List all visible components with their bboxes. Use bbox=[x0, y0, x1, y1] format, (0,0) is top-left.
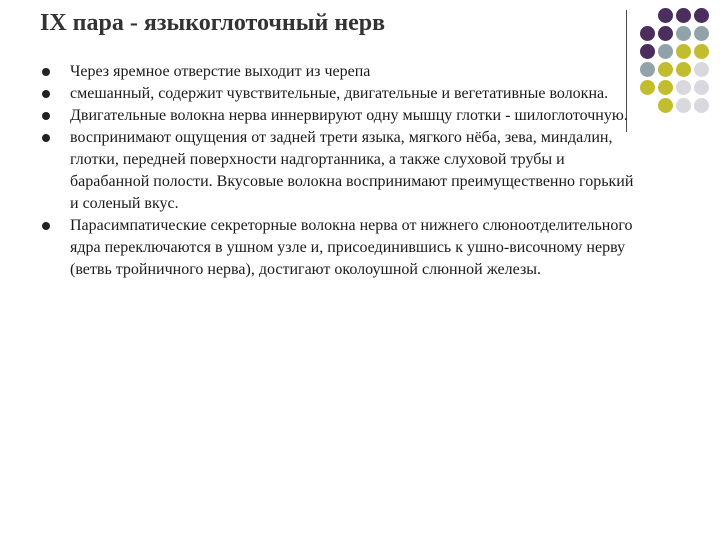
bullet-dot-icon bbox=[42, 134, 50, 142]
decorative-dot bbox=[658, 44, 673, 59]
decorative-dot bbox=[658, 80, 673, 95]
bullet-list bbox=[42, 61, 642, 281]
decorative-dot bbox=[694, 62, 709, 77]
bullet-item bbox=[42, 83, 642, 105]
bullet-item bbox=[42, 215, 642, 281]
bullet-item bbox=[42, 61, 642, 83]
bullet-text: Парасимпатические секреторные волокна нерва от нижнего слюноотделительного ядра переключаются в ушном узле и, присоединившись к ушно-височному нерву (ветвь тройничного нерва), достигают околоушной слюнной железы. bbox=[70, 217, 633, 278]
decorative-dot bbox=[658, 26, 673, 41]
decorative-dot bbox=[640, 44, 655, 59]
bullet-dot-icon bbox=[42, 90, 50, 98]
bullet-dot-icon bbox=[42, 68, 50, 76]
slide-title: IX пара - языкоглоточный нерв bbox=[40, 10, 386, 36]
bullet-text: Двигательные волокна нерва иннервируют одну мышцу глотки - шилоглоточную. bbox=[70, 107, 628, 124]
bullet-item bbox=[42, 105, 642, 127]
decorative-dot bbox=[658, 62, 673, 77]
decorative-dot bbox=[658, 98, 673, 113]
bullet-text: воспринимают ощущения от задней трети языка, мягкого нёба, зева, миндалин, глотки, передней поверхности надгортанника, а также слуховой трубы и барабанной полости. Вкусовые волокна воспринимают преимущественно горький и соленый вкус. bbox=[70, 129, 634, 212]
decorative-dot bbox=[694, 80, 709, 95]
decorative-dot bbox=[694, 44, 709, 59]
decorative-dot bbox=[658, 8, 673, 23]
decorative-dot bbox=[694, 8, 709, 23]
bullet-dot-icon bbox=[42, 222, 50, 230]
decorative-dot bbox=[676, 44, 691, 59]
bullet-dot-icon bbox=[42, 112, 50, 120]
decorative-dot bbox=[694, 26, 709, 41]
decorative-dot bbox=[676, 8, 691, 23]
decorative-dot bbox=[676, 62, 691, 77]
decorative-dot bbox=[640, 26, 655, 41]
decorative-dot bbox=[640, 80, 655, 95]
decorative-dot bbox=[694, 98, 709, 113]
bullet-item bbox=[42, 127, 642, 215]
decorative-dot bbox=[676, 26, 691, 41]
bullet-text: Через яремное отверстие выходит из черепа bbox=[70, 63, 371, 80]
decorative-dot bbox=[676, 80, 691, 95]
decorative-dot bbox=[676, 98, 691, 113]
bullet-text: смешанный, содержит чувствительные, двигательные и вегетативные волокна. bbox=[70, 85, 609, 102]
decorative-dot bbox=[640, 62, 655, 77]
decorative-dot-grid bbox=[640, 8, 720, 118]
